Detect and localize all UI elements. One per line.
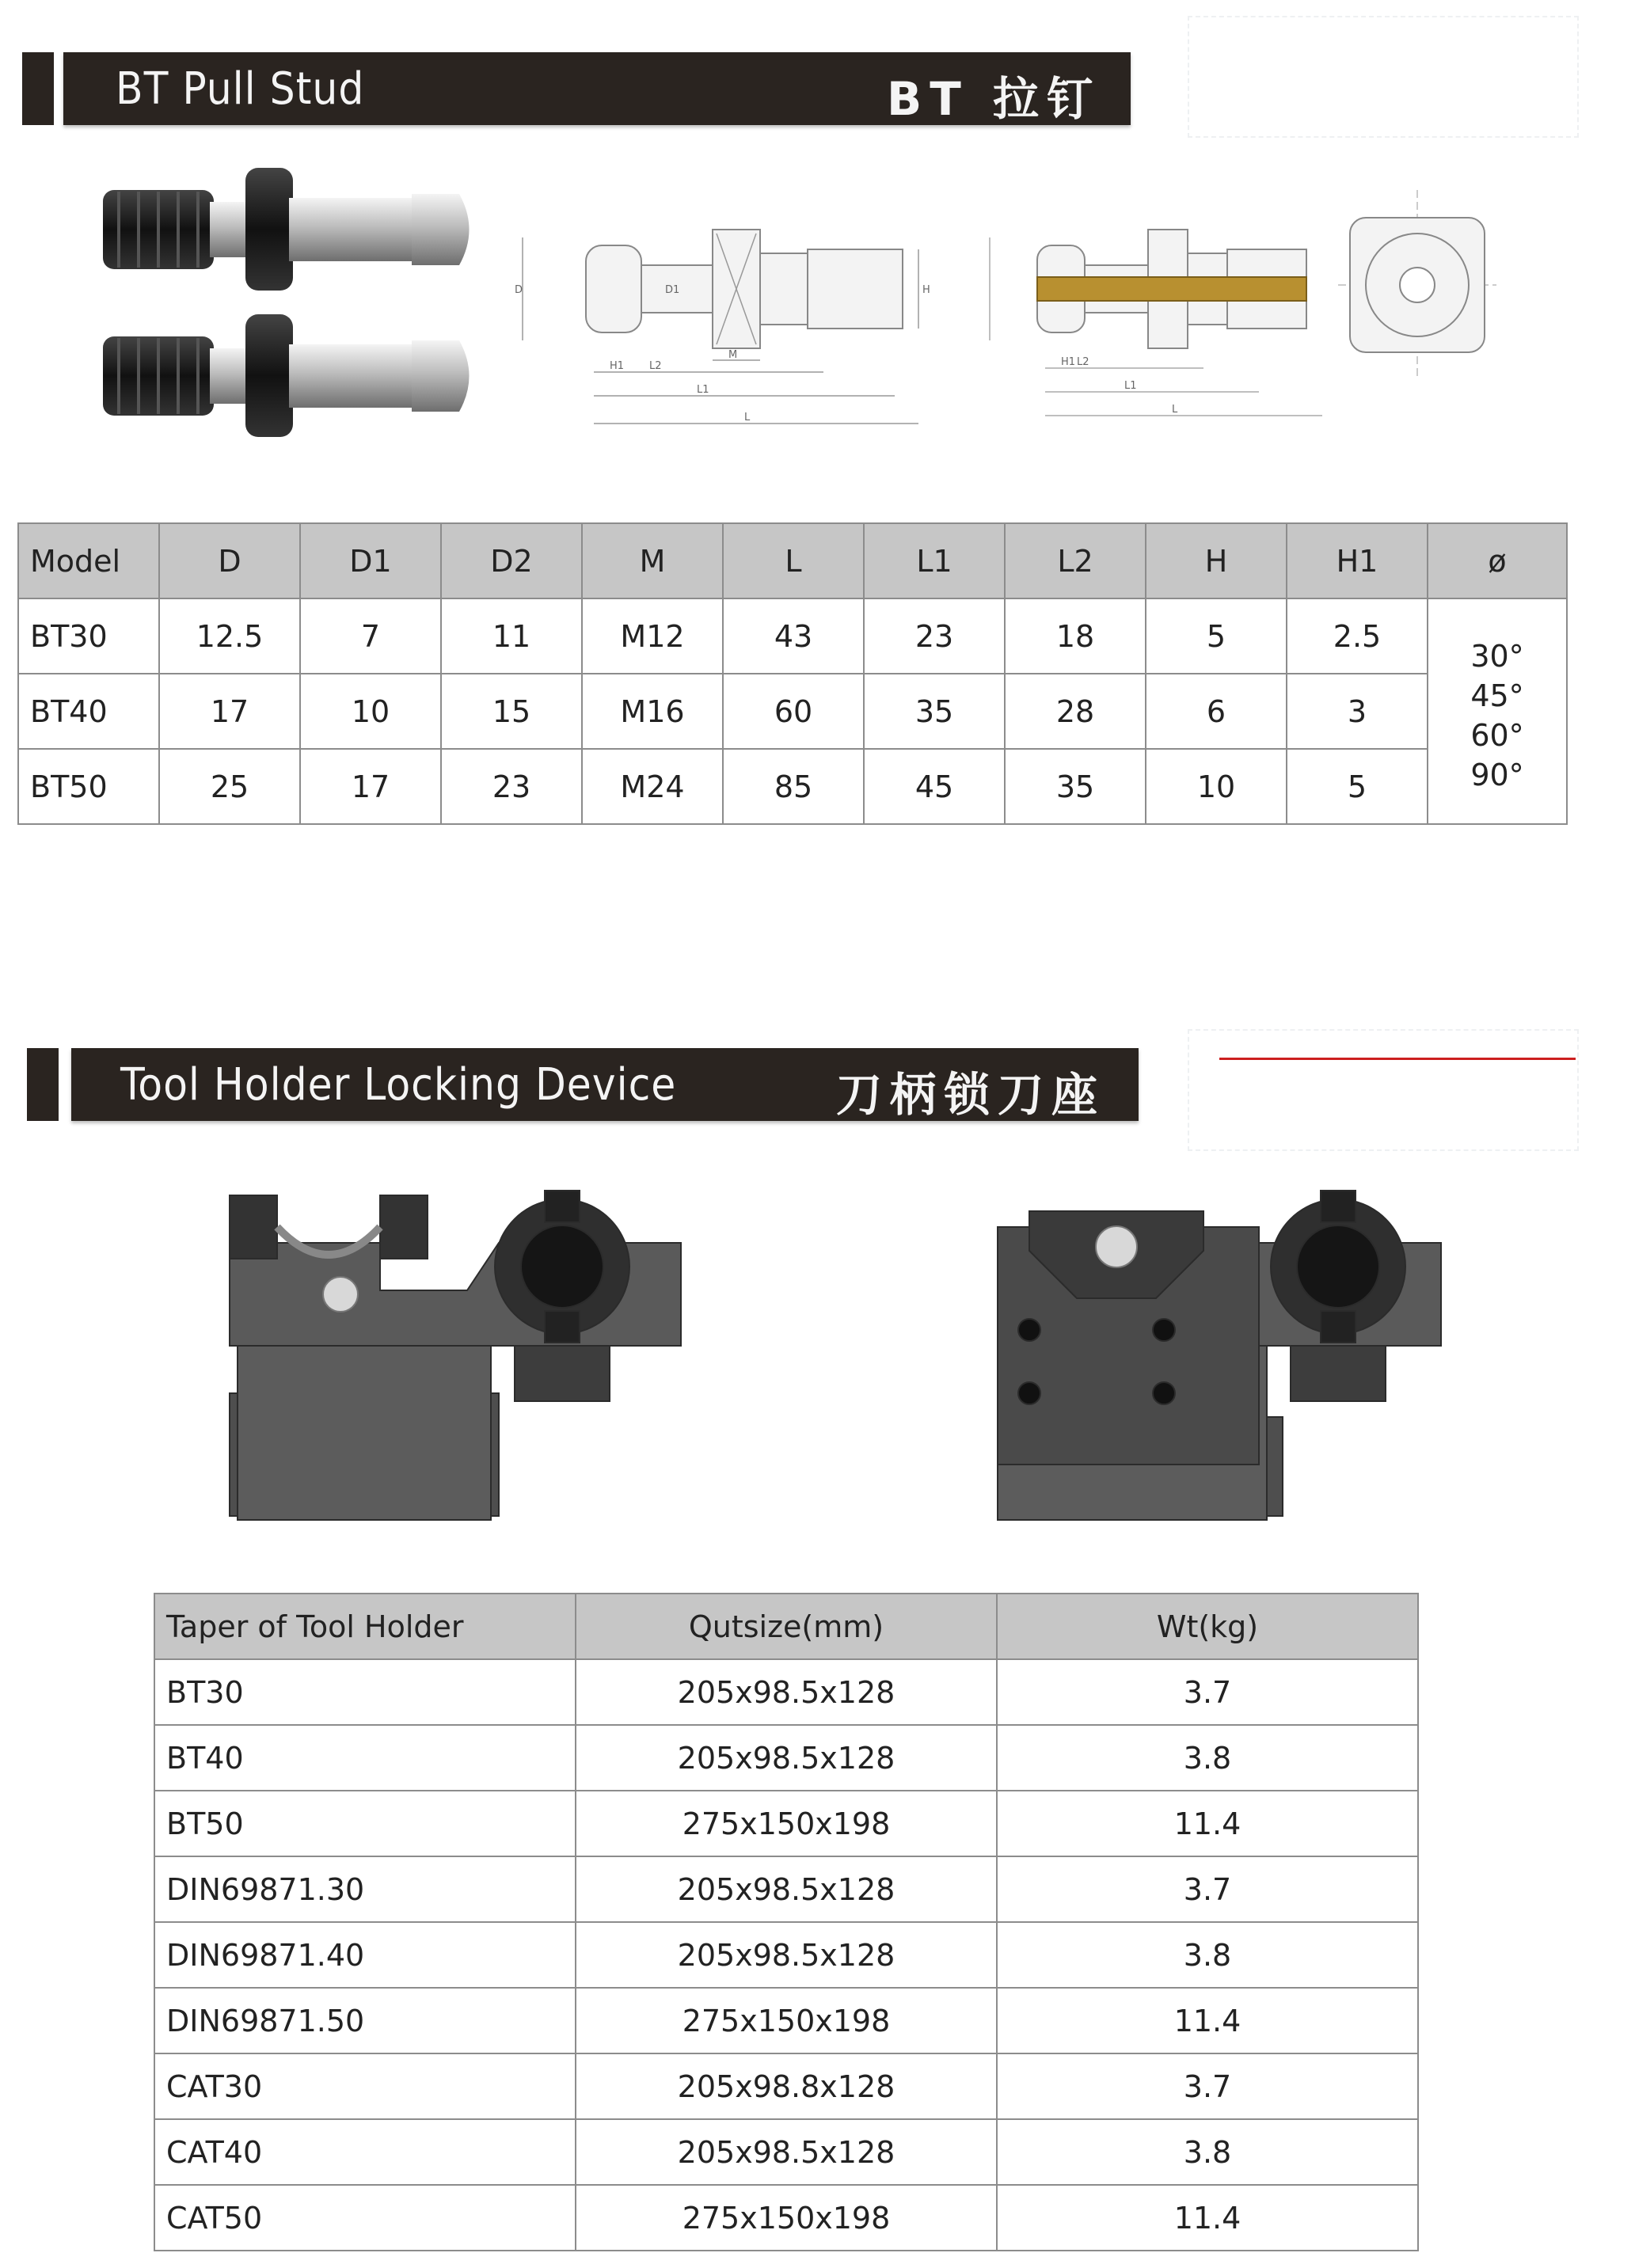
table-cell: 12.5 xyxy=(159,598,300,674)
table-cell: 3 xyxy=(1287,674,1428,749)
col-header: H1 xyxy=(1287,523,1428,598)
table-row xyxy=(154,1659,1418,1725)
table-row xyxy=(154,2119,1418,2185)
table-cell: 6 xyxy=(1146,674,1287,749)
pull-stud-photo xyxy=(95,158,491,459)
table-cell: 11 xyxy=(441,598,582,674)
table-cell: 10 xyxy=(1146,749,1287,824)
table-cell: 205x98.5x128 xyxy=(576,1922,997,1988)
table-cell: M24 xyxy=(582,749,723,824)
drawing-label: H1 xyxy=(1061,356,1076,368)
table-cell: 205x98.5x128 xyxy=(576,1659,997,1725)
table-cell: 11.4 xyxy=(997,2185,1418,2251)
table-cell: 3.8 xyxy=(997,1725,1418,1791)
drawing-label: M xyxy=(728,349,738,361)
drawing-label: L2 xyxy=(649,360,662,372)
table-row xyxy=(154,2053,1418,2119)
decorative-frame xyxy=(1188,1029,1579,1151)
col-header: L xyxy=(723,523,864,598)
locking-device-title-cn: 刀柄锁刀座 xyxy=(836,1068,1106,1122)
locking-device-photo-1 xyxy=(222,1180,697,1528)
pull-stud-upper xyxy=(103,168,470,291)
drawing-label: L xyxy=(744,412,751,424)
angle-value: 90° xyxy=(1470,757,1524,792)
table-row xyxy=(18,749,1567,824)
table-cell: 205x98.8x128 xyxy=(576,2053,997,2119)
table-row xyxy=(154,1725,1418,1791)
col-header: L2 xyxy=(1005,523,1146,598)
locking-device-photo-2 xyxy=(982,1180,1457,1528)
table-row xyxy=(154,2185,1418,2251)
table-cell: DIN69871.40 xyxy=(154,1922,576,1988)
table-cell: 205x98.5x128 xyxy=(576,1725,997,1791)
table-cell: 275x150x198 xyxy=(576,1791,997,1856)
table-row xyxy=(154,1856,1418,1922)
table-row xyxy=(154,1988,1418,2053)
table-cell: 15 xyxy=(441,674,582,749)
table-cell: 5 xyxy=(1146,598,1287,674)
table-cell: CAT50 xyxy=(154,2185,576,2251)
drawing-label: H1 xyxy=(610,360,625,372)
table-cell: 18 xyxy=(1005,598,1146,674)
table-header-row xyxy=(154,1594,1418,1659)
table-cell: 3.7 xyxy=(997,1856,1418,1922)
table-cell: 45 xyxy=(864,749,1005,824)
table-cell: DIN69871.50 xyxy=(154,1988,576,2053)
table-cell: BT30 xyxy=(154,1659,576,1725)
table-cell: CAT40 xyxy=(154,2119,576,2185)
table-cell: BT40 xyxy=(18,674,159,749)
table-cell: 7 xyxy=(300,598,441,674)
locking-device-title: Tool Holder Locking Device xyxy=(120,1059,677,1111)
table-row xyxy=(154,1922,1418,1988)
col-header: Taper of Tool Holder xyxy=(154,1594,576,1659)
table-cell: 85 xyxy=(723,749,864,824)
table-cell: 60 xyxy=(723,674,864,749)
decorative-frame xyxy=(1188,16,1579,138)
col-header: Wt(kg) xyxy=(997,1594,1418,1659)
table-cell: 25 xyxy=(159,749,300,824)
pull-stud-lower xyxy=(103,314,470,437)
table-row xyxy=(18,674,1567,749)
col-header: H xyxy=(1146,523,1287,598)
table-header-row xyxy=(18,523,1567,598)
table-cell: 17 xyxy=(159,674,300,749)
drawing-label: L1 xyxy=(1124,380,1137,392)
col-header: L1 xyxy=(864,523,1005,598)
table-cell: BT40 xyxy=(154,1725,576,1791)
pull-stud-title: BT Pull Stud xyxy=(116,63,365,115)
table-cell: M12 xyxy=(582,598,723,674)
table-cell: 275x150x198 xyxy=(576,2185,997,2251)
table-row xyxy=(154,1791,1418,1856)
pull-stud-title-cn: BT 拉钉 xyxy=(887,72,1101,126)
col-header: M xyxy=(582,523,723,598)
table-cell: 43 xyxy=(723,598,864,674)
table-cell: CAT30 xyxy=(154,2053,576,2119)
table-cell: 5 xyxy=(1287,749,1428,824)
col-header: D1 xyxy=(300,523,441,598)
table-cell: 2.5 xyxy=(1287,598,1428,674)
angle-value: 60° xyxy=(1470,717,1524,753)
col-header: D xyxy=(159,523,300,598)
angle-value: 30° xyxy=(1470,638,1524,674)
angle-cell xyxy=(1428,598,1567,824)
drawing-label: L1 xyxy=(697,384,709,396)
pull-stud-drawing-section xyxy=(974,190,1338,443)
drawing-label: L2 xyxy=(1077,356,1089,368)
table-cell: 11.4 xyxy=(997,1791,1418,1856)
table-row xyxy=(18,598,1567,674)
table-cell: BT30 xyxy=(18,598,159,674)
pull-stud-table xyxy=(17,522,1568,825)
col-header: D2 xyxy=(441,523,582,598)
drawing-label: H xyxy=(922,284,930,296)
table-cell: 11.4 xyxy=(997,1988,1418,2053)
table-cell: 17 xyxy=(300,749,441,824)
table-cell: 3.7 xyxy=(997,1659,1418,1725)
table-cell: 10 xyxy=(300,674,441,749)
table-cell: BT50 xyxy=(154,1791,576,1856)
table-cell: 275x150x198 xyxy=(576,1988,997,2053)
table-cell: M16 xyxy=(582,674,723,749)
col-header: Model xyxy=(18,523,159,598)
table-cell: 205x98.5x128 xyxy=(576,1856,997,1922)
table-cell: 3.8 xyxy=(997,1922,1418,1988)
pull-stud-drawing-front xyxy=(507,190,950,443)
pull-stud-drawing-end xyxy=(1338,190,1496,380)
drawing-label: D xyxy=(515,284,523,296)
table-cell: 205x98.5x128 xyxy=(576,2119,997,2185)
table-cell: 35 xyxy=(864,674,1005,749)
col-header: ø xyxy=(1428,523,1567,598)
table-cell: 23 xyxy=(864,598,1005,674)
table-cell: BT50 xyxy=(18,749,159,824)
drawing-label: D1 xyxy=(665,284,680,296)
table-cell: 28 xyxy=(1005,674,1146,749)
table-cell: 3.8 xyxy=(997,2119,1418,2185)
table-cell: 23 xyxy=(441,749,582,824)
table-cell: 3.7 xyxy=(997,2053,1418,2119)
table-cell: DIN69871.30 xyxy=(154,1856,576,1922)
angle-value: 45° xyxy=(1470,678,1524,713)
table-cell: 35 xyxy=(1005,749,1146,824)
drawing-label: L xyxy=(1172,404,1178,416)
locking-device-table xyxy=(154,1593,1419,2251)
col-header: Qutsize(mm) xyxy=(576,1594,997,1659)
